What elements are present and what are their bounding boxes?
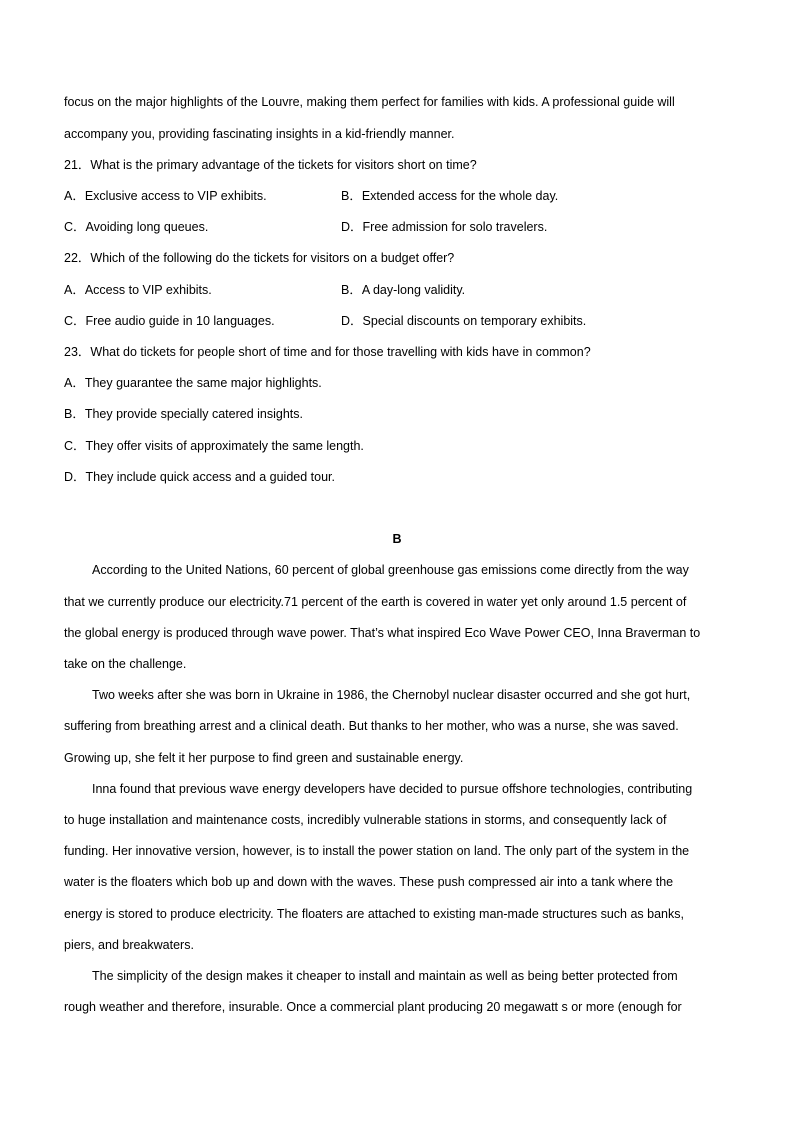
question-22-option-b: B．A day-long validity. xyxy=(341,283,466,297)
question-23-option-a: A．They guarantee the same major highlights. xyxy=(64,376,322,390)
question-23-option-c: C．They offer visits of approximately the same length. xyxy=(64,439,364,453)
paragraph-3-line: piers, and breakwaters. xyxy=(64,938,194,952)
question-21-stem: 21．What is the primary advantage of the tickets for visitors short on time? xyxy=(64,158,477,172)
question-22-option-a: A．Access to VIP exhibits. xyxy=(64,283,212,297)
paragraph-2-line: Growing up, she felt it her purpose to find green and sustainable energy. xyxy=(64,751,464,765)
paragraph-2-line: Two weeks after she was born in Ukraine in 1986, the Chernobyl nuclear disaster occurred and she got hurt, xyxy=(92,688,691,702)
paragraph-3-line: water is the floaters which bob up and down with the waves. These push compressed air into a tank where the xyxy=(64,875,674,889)
question-23-stem: 23．What do tickets for people short of time and for those travelling with kids have in common? xyxy=(64,345,591,359)
paragraph-1-line: the global energy is produced through wave power. That’s what inspired Eco Wave Power CEO, Inna Braverman to xyxy=(64,626,701,640)
intro-line-1: focus on the major highlights of the Louvre, making them perfect for families with kids. A professional guide will xyxy=(64,95,675,109)
paragraph-3-line: to huge installation and maintenance costs, incredibly vulnerable stations in storms, and consequently lack of xyxy=(64,813,667,827)
paragraph-1-line: take on the challenge. xyxy=(64,657,187,671)
paragraph-3-line: energy is stored to produce electricity. The floaters are attached to existing man-made structures such as banks, xyxy=(64,907,684,921)
question-21-option-a: A．Exclusive access to VIP exhibits. xyxy=(64,189,267,203)
paragraph-1-line: According to the United Nations, 60 percent of global greenhouse gas emissions come directly from the way xyxy=(92,563,689,577)
question-21-option-c: C．Avoiding long queues. xyxy=(64,220,209,234)
question-22-option-d: D．Special discounts on temporary exhibits. xyxy=(341,314,587,328)
paragraph-4-line: rough weather and therefore, insurable. Once a commercial plant producing 20 megawatt s or more (enough for xyxy=(64,1000,682,1014)
paragraph-3-line: funding. Her innovative version, however, is to install the power station on land. The only part of the system in the xyxy=(64,844,690,858)
question-21-option-d: D．Free admission for solo travelers. xyxy=(341,220,548,234)
question-22-stem: 22．Which of the following do the tickets for visitors on a budget offer? xyxy=(64,251,455,265)
question-23-option-d: D．They include quick access and a guided tour. xyxy=(64,470,335,484)
section-heading: B xyxy=(392,532,402,546)
intro-line-2: accompany you, providing fascinating insights in a kid-friendly manner. xyxy=(64,127,455,141)
paragraph-2-line: suffering from breathing arrest and a clinical death. But thanks to her mother, who was a nurse, she was saved. xyxy=(64,719,679,733)
paragraph-1-line: that we currently produce our electricity.71 percent of the earth is covered in water yet only around 1.5 percent of xyxy=(64,595,687,609)
question-21-option-b: B．Extended access for the whole day. xyxy=(341,189,559,203)
question-22-option-c: C．Free audio guide in 10 languages. xyxy=(64,314,275,328)
question-23-option-b: B．They provide specially catered insights. xyxy=(64,407,304,421)
paragraph-4-line: The simplicity of the design makes it cheaper to install and maintain as well as being better protected from xyxy=(92,969,678,983)
paragraph-3-line: Inna found that previous wave energy developers have decided to pursue offshore technologies, contributing xyxy=(92,782,693,796)
